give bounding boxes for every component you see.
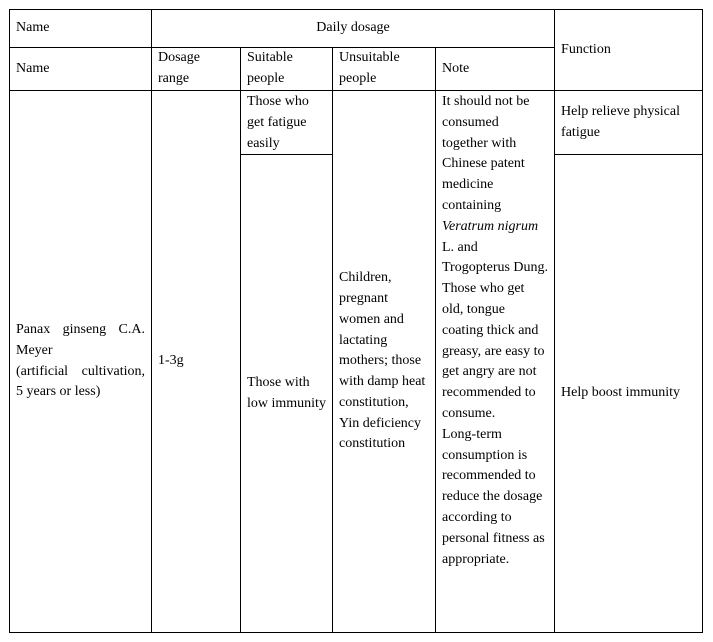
dosage-cell [152,91,241,633]
subheader-suitable-people: Suitable people [247,50,293,86]
suitable-fatigue: Those who get fatigue easily [247,94,309,151]
function-fatigue: Help relieve physical fatigue [561,103,680,140]
note-text-1: It should not be consumed together with Chinese patent medicine containing [442,94,530,213]
data-row-1 [10,91,703,155]
function-immunity: Help boost immunity [561,385,681,401]
dosage-table [9,9,703,633]
unsuitable-cell [333,91,436,633]
header-row-1 [10,10,703,48]
subheader-dosage-range-cell [152,48,241,91]
product-name-cell [10,91,152,633]
unsuitable-people: Children, pregnant women and lactating mothers; those with damp heat constitution, Yin deficiency constitution [339,270,426,452]
suitable-immunity-cell [241,155,333,633]
subheader-note: Note [442,60,470,76]
header-name: Name [16,20,50,36]
header-daily-dosage-cell [152,10,555,48]
suitable-immunity: Those with low immunity [247,375,326,411]
header-daily-dosage: Daily dosage [316,20,390,36]
suitable-fatigue-cell [241,91,333,155]
note-text-3: Those who get old, tongue coating thick and greasy, are easy to get angry are not recommended to consume. [442,281,545,421]
subheader-dosage-range: Dosage range [158,50,200,86]
subheader-name: Name [16,60,50,76]
note-italic-species: Veratrum nigrum [442,218,539,234]
subheader-suitable-people-cell [241,48,333,91]
product-name: Panax ginseng C.A. Meyer [16,322,145,358]
product-cultivation: (artificial cultivation, 5 years or less) [16,363,145,400]
note-text-4: Long-term consumption is recommended to reduce the dosage according to personal fitness as appropriate. [442,426,545,567]
note-text-2: L. and Trogopterus Dung. [442,239,549,276]
note-cell [436,91,555,633]
subheader-name-cell [10,48,152,91]
function-immunity-cell [555,155,703,633]
header-function: Function [561,41,611,57]
header-name-cell [10,10,152,48]
header-function-cell [555,10,703,91]
subheader-unsuitable-people: Unsuitable people [339,50,400,86]
function-fatigue-cell [555,91,703,155]
subheader-unsuitable-people-cell [333,48,436,91]
dosage-value: 1-3g [158,353,184,369]
subheader-note-cell [436,48,555,91]
